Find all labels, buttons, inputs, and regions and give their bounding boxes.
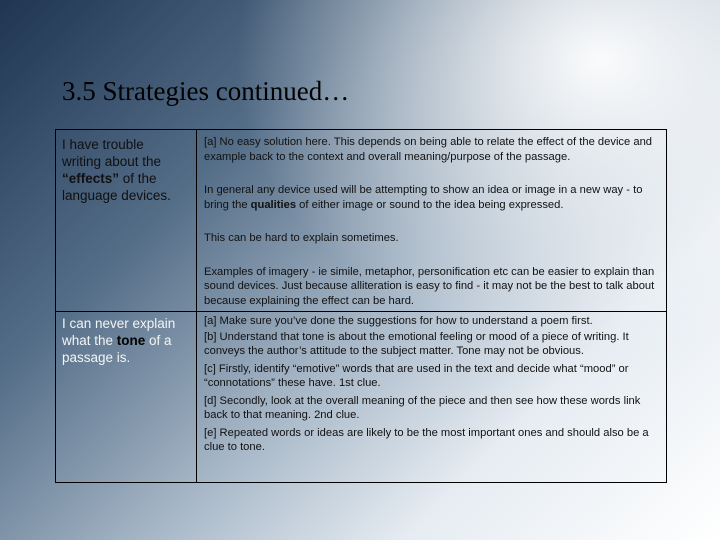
strategy-paragraph: [a] No easy solution here. This depends on being able to relate the effect of the device and example back to the context and overall meaning/purpose of the passage. (204, 136, 653, 163)
table-row (56, 312, 667, 483)
effects-keyword: “effects” (62, 171, 120, 186)
strategy-cell-effects (197, 130, 667, 312)
problem-text-fragment: of the (119, 171, 157, 186)
strategy-cell-tone (197, 312, 667, 483)
strategy-item-a: [a] Make sure you’ve done the suggestions for how to understand a poem first. (204, 315, 593, 327)
problem-text-fragment: of a (145, 333, 172, 348)
slide-title: 3.5 Strategies continued… (62, 76, 350, 106)
strategy-text-fragment: of either image or sound to the idea being expressed. (296, 198, 564, 211)
strategies-table (55, 129, 667, 483)
problem-cell-tone (56, 312, 197, 483)
strategy-item-c: [c] Firstly, identify “emotive” words that are used in the text and decide what “mood” or “connotations” these have. 1st clue. (204, 362, 629, 389)
strategy-paragraph: This can be hard to explain sometimes. (204, 232, 399, 244)
problem-text-line: passage is. (62, 350, 131, 365)
tone-keyword: tone (116, 333, 146, 348)
problem-text-line (62, 332, 192, 349)
problem-text-line: writing about the (62, 154, 162, 169)
strategy-paragraph: Examples of imagery - ie simile, metaphor, personification etc can be easier to explain than sound devices. Just because alliteration is easy to find - it may not be the best to talk about because explaining the effect can be hard. (204, 265, 655, 307)
strategy-item-e: [e] Repeated words or ideas are likely to be the most important ones and should also be a clue to tone. (204, 426, 649, 453)
table-row (56, 130, 667, 312)
problem-text-line: I can never explain (62, 316, 176, 331)
problem-text-line: language devices. (62, 188, 171, 203)
problem-cell-effects (56, 130, 197, 312)
strategy-text-fragment: In general any device used will be attempting to show an idea or image in a new way - to bring the (204, 184, 643, 211)
problem-text-fragment: what the (62, 333, 117, 348)
strategy-item-d: [d] Secondly, look at the overall meaning of the piece and then see how these words link back to that meaning. 2nd clue. (204, 394, 641, 421)
strategy-paragraph (204, 183, 660, 212)
qualities-keyword: qualities (250, 198, 297, 211)
problem-text-line (62, 170, 192, 187)
problem-text-line: I have trouble (62, 137, 144, 152)
strategy-item-b: [b] Understand that tone is about the emotional feeling or mood of a piece of writing. It conveys the author’s attitude to the subject matter. Tone may not be obvious. (204, 330, 629, 357)
